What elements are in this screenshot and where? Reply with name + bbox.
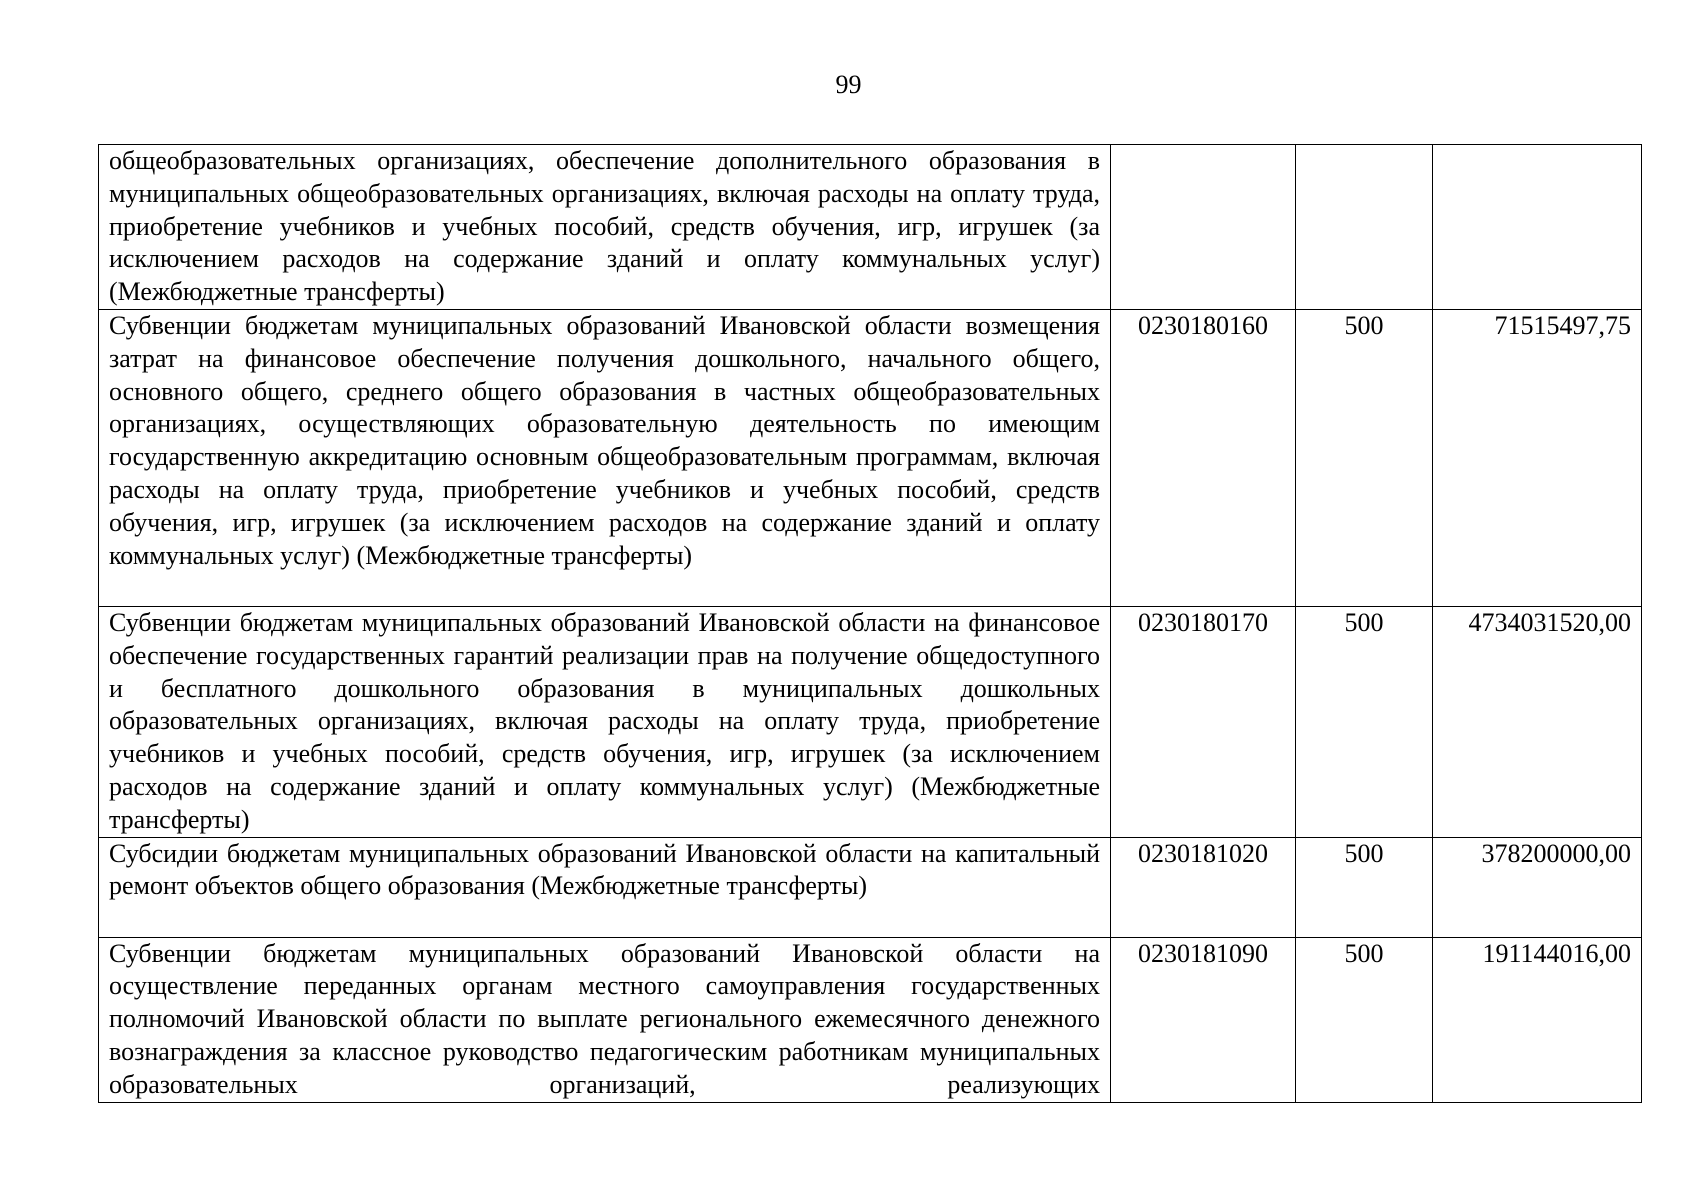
table-row	[99, 607, 1642, 838]
row-amount	[1433, 145, 1642, 310]
row-target-code: 0230181090	[1111, 937, 1296, 1102]
row-amount: 4734031520,00	[1433, 607, 1642, 838]
row-description: Субвенции бюджетам муниципальных образований Ивановской области на финансовое обеспечение государственных гарантий реализации прав на получение общедоступного и бесплатного дошкольного образования в муниципальных дошкольных образовательных организациях, включая расходы на оплату труда, приобретение учебников и учебных пособий, средств обучения, игр, игрушек (за исключением расходов на содержание зданий и оплату коммунальных услуг) (Межбюджетные трансферты)	[99, 607, 1111, 838]
row-description: Субвенции бюджетам муниципальных образований Ивановской области на осуществление переданных органам местного самоуправления государственных полномочий Ивановской области по выплате регионального ежемесячного денежного вознаграждения за классное руководство педагогическим работникам муниципальных образовательных организаций, реализующих	[99, 937, 1111, 1102]
budget-table	[98, 144, 1642, 1103]
row-amount: 191144016,00	[1433, 937, 1642, 1102]
table-row	[99, 937, 1642, 1102]
row-expense-type: 500	[1296, 937, 1433, 1102]
row-amount: 378200000,00	[1433, 837, 1642, 937]
page-number: 99	[835, 70, 862, 99]
row-target-code: 0230180160	[1111, 310, 1296, 607]
table-row	[99, 145, 1642, 310]
row-description: Субвенции бюджетам муниципальных образований Ивановской области возмещения затрат на финансовое обеспечение получения дошкольного, начального общего, основного общего, среднего общего образования в частных общеобразовательных организациях, осуществляющих образовательную деятельность по имеющим государственную аккредитацию основным общеобразовательным программам, включая расходы на оплату труда, приобретение учебников и учебных пособий, средств обучения, игр, игрушек (за исключением расходов на содержание зданий и оплату коммунальных услуг) (Межбюджетные трансферты)	[99, 310, 1111, 607]
row-target-code: 0230181020	[1111, 837, 1296, 937]
row-amount: 71515497,75	[1433, 310, 1642, 607]
row-target-code	[1111, 145, 1296, 310]
row-expense-type: 500	[1296, 837, 1433, 937]
row-description: общеобразовательных организациях, обеспечение дополнительного образования в муниципальных общеобразовательных организациях, включая расходы на оплату труда, приобретение учебников и учебных пособий, средств обучения, игр, игрушек (за исключением расходов на содержание зданий и оплату коммунальных услуг) (Межбюджетные трансферты)	[99, 145, 1111, 310]
table-row	[99, 837, 1642, 937]
row-expense-type: 500	[1296, 310, 1433, 607]
table-row	[99, 310, 1642, 607]
row-expense-type	[1296, 145, 1433, 310]
row-description: Субсидии бюджетам муниципальных образований Ивановской области на капитальный ремонт объектов общего образования (Межбюджетные трансферты)	[99, 837, 1111, 937]
row-expense-type: 500	[1296, 607, 1433, 838]
row-target-code: 0230180170	[1111, 607, 1296, 838]
